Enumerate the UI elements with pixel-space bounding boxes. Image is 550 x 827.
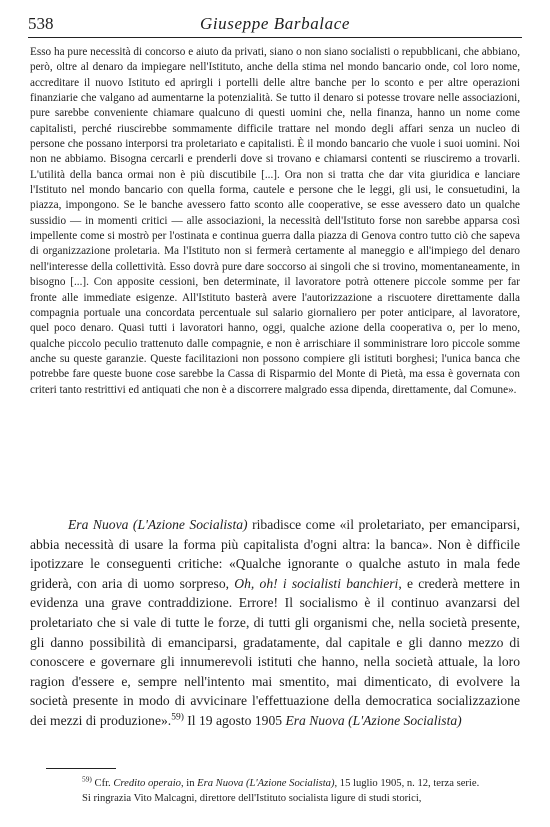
footnote-thanks: Si ringrazia Vito Malcagni, direttore dell'Istituto socialista ligure di studi storici,: [82, 793, 422, 804]
main-text: [30, 515, 520, 731]
footnote-59: [30, 776, 520, 791]
footnote-journal: Era Nuova (L'Azione Socialista): [197, 778, 335, 789]
footnote-details: , 15 luglio 1905, n. 12, terza serie.: [334, 778, 480, 789]
page-header: [28, 12, 522, 36]
footnotes: [30, 776, 520, 806]
block-quote: [30, 45, 520, 398]
header-rule: [28, 37, 522, 38]
paragraph-text-1: ribadisce come «il proletariato, per emanciparsi, abbia necessità di usare la forma più capitalista d'ogni altra: la banca». Non è difficile ipotizzare le conseguenti critiche: «Qualche ignorante o qualche astuto in mala fede griderà, con aria di uomo sorpreso,: [30, 517, 520, 591]
footnote-reference: 59): [171, 712, 184, 723]
footnote-article-title: Credito operaio: [113, 778, 181, 789]
exclamation-text: Oh, oh! i socialisti banchieri: [234, 575, 399, 591]
block-quote-text: Esso ha pure necessità di concorso e aiuto da privati, siano o non siano socialisti o repubblicani, che abbiano, però, oltre al denaro da impiegare nell'Istituto, anche della stima nel mondo bancario onde, col loro nome, accreditare il nuovo Istituto ed aprirgli i portelli delle altre banche per lo sconto e per altre operazioni finanziarie che valgano ad aumentarne la potenzialità. Se tutto il denaro si potesse trovare nelle associazioni, pure sarebbe conveniente chiamare qualcuno di questi uomini che, nella finanza, hanno un nome come capitalisti, perché riuscirebbe sommamente difficile trattare nel mondo degli affari senza un nucleo di persone che possano interporsi tra proletariato e capitalisti. È il mondo bancario che vuole i suoi uomini. Noi non ne abbiamo. Bisogna cercarli e prenderli dove si trovano e chiamarsi contenti se riusciremo a trovarli. L'utilità della banca ormai non è più discutibile [...]. Ora non si tratta che dar vita giuridica e lanciare l'Istituto nel mondo bancario con quella forma, cautele e persone che le leggi, gli usi, le consuetudini, la piazza, impongono. Se le banche avessero fatto sconto alle cooperative, se esse avessero dato un qualche sussidio — in momenti critici — alle associazioni, la necessità dell'Istituto forse non sarebbe apparsa così impellente come si mostrò per l'ostinata e continua guerra dalla piazza di Genova contro tutto ciò che sapeva di organizzazione proletaria. Ma l'Istituto non si fermerà certamente al maneggio e all'impiego del denaro nell'interesse della collettività. Esso dovrà pure dare soccorso ai singoli che si trovino, momentaneamente, in bisogno [...]. Con apposite cessioni, ben determinate, il lavoratore potrà ottenere piccole somme per far fronte alle immediate esigenze. All'Istituto basterà avere l'autorizzazione a riscuotere direttamente dalla compagnia portuale una concordata percentuale sul salario giornaliero per poter anticipare, al lavoratore, quel poco denaro. Quasi tutti i lavoratori hanno, oggi, qualche azione della cooperativa o, per lo meno, qualche piccolo peculio trattenuto dalle compagnie, e non è arrischiare il somministrare loro piccole somme anche su queste garanzie. Queste facilitazioni non possono compiere gli istituti borghesi; l'unica banca che potrebbe fare queste buone cose sarebbe la Cassa di Risparmio del Monte di Pietà, ma essa è governata con criteri tanto restrittivi ed antiquati che non è a discorrere malgrado essa dipenda, direttamente, dal Comune».: [30, 46, 520, 396]
page-number: 538: [28, 14, 54, 33]
paragraph-text-3: Il 19 agosto 1905: [183, 712, 286, 728]
journal-title-2: Era Nuova (L'Azione Socialista): [285, 712, 462, 728]
main-paragraph: [30, 515, 520, 731]
running-head-author: Giuseppe Barbalace: [199, 14, 351, 33]
journal-title: Era Nuova (L'Azione Socialista): [68, 517, 248, 532]
footnote-rule: [46, 768, 116, 769]
footnote-middle: , in: [180, 778, 198, 789]
paragraph-text-2: , e crederà mettere in evidenza una grave contraddizione. Errore! Il socialismo è il continuo avanzarsi del proletariato che si vale di tutte le forze, di tutti gli organismi che, nella società presente, gli danno possibilità di emanciparsi, gradatamente, dal capitale e gli danno mezzo di conoscere e governare gli innumerevoli istituti che hanno, nella società attuale, la loro ragion d'essere e, sempre nell'intento mai smentito, mai dimenticato, di evolvere la società presente in modo di avvicinare l'effettuazione della democratica socializzazione dei mezzi di produzione».: [30, 575, 520, 728]
footnote-number: 59): [82, 774, 92, 784]
footnote-prefix: Cfr.: [91, 778, 114, 789]
